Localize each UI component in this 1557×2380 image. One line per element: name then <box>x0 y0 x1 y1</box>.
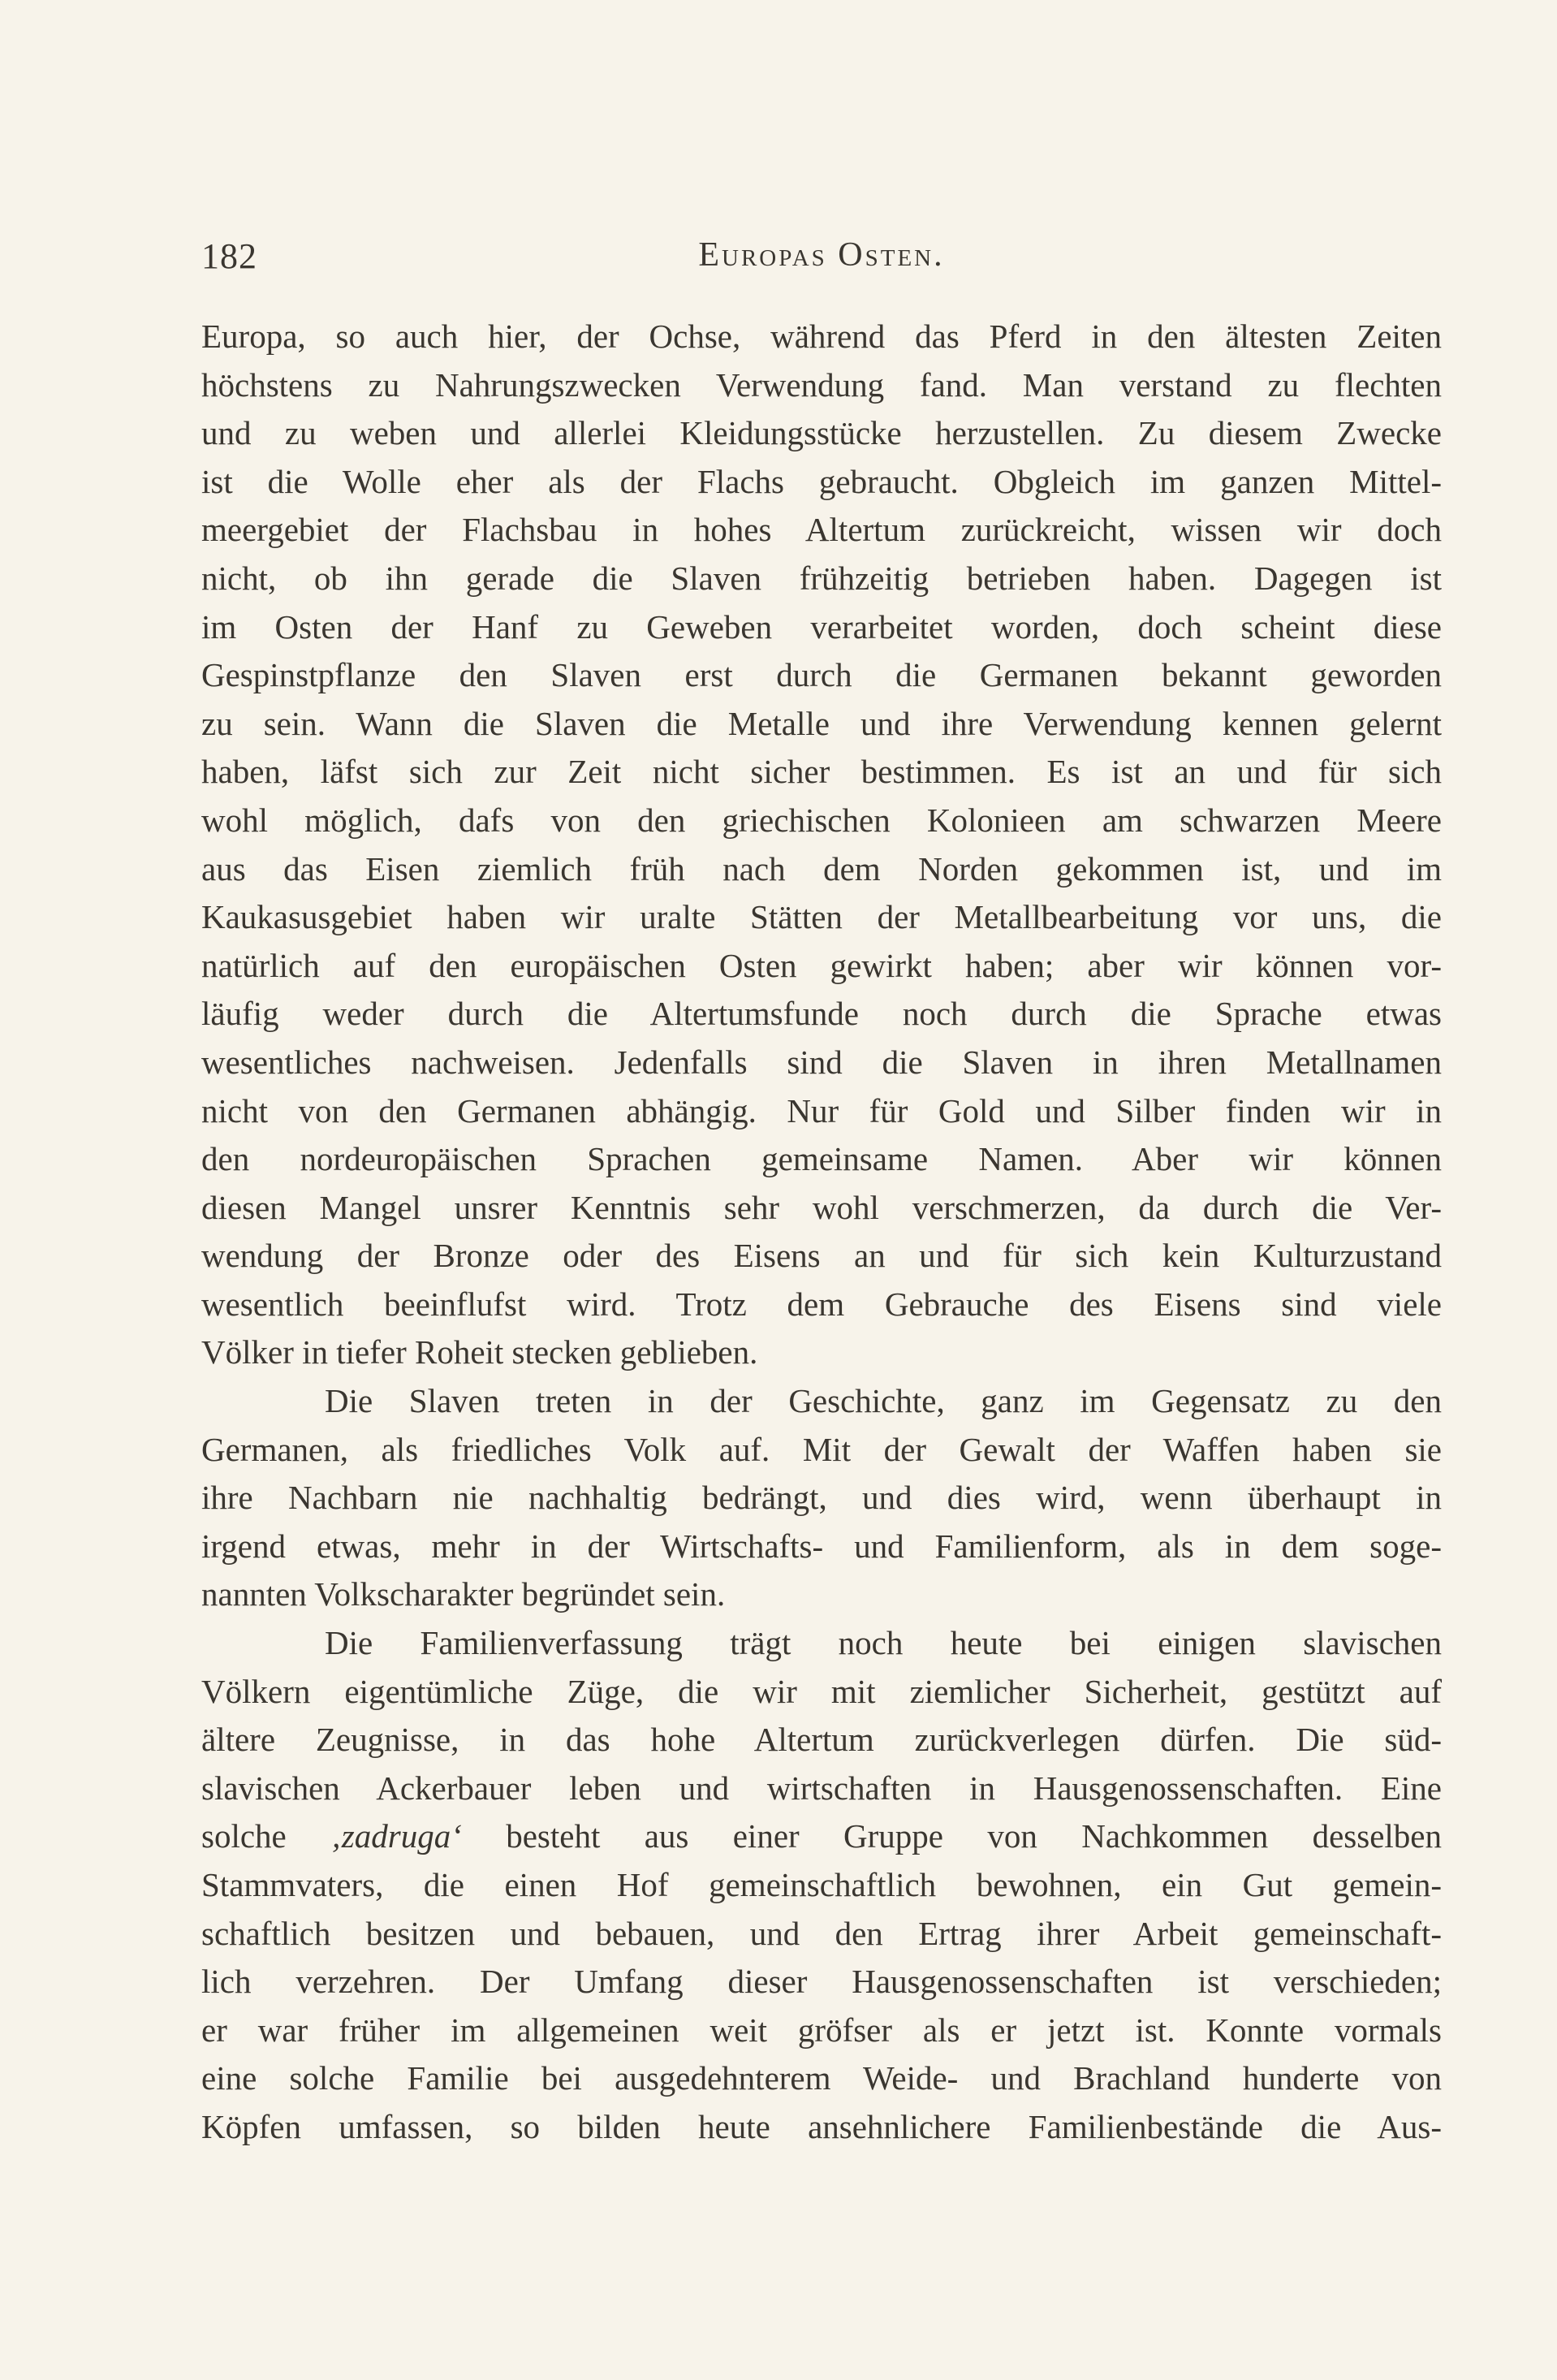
text-line: schaftlich besitzen und bebauen, und den Ertrag ihrer Arbeit gemeinschaft- <box>201 1914 1442 1952</box>
text-line: Die Familienverfassung trägt noch heute bei einigen slavischen <box>325 1624 1442 1662</box>
text-line: eine solche Familie bei ausgedehnterem Weide- und Brachland hunderte von <box>201 2059 1442 2097</box>
text-line: zu sein. Wann die Slaven die Metalle und ihre Verwendung kennen gelernt <box>201 704 1442 742</box>
text-line: Völker in tiefer Roheit stecken geblieben. <box>201 1333 758 1371</box>
text-line: läufig weder durch die Altertumsfunde noch durch die Sprache etwas <box>201 995 1442 1033</box>
text-line: und zu weben und allerlei Kleidungsstücke herzustellen. Zu diesem Zwecke <box>201 414 1442 452</box>
text-line: Die Slaven treten in der Geschichte, ganz im Gegensatz zu den <box>325 1382 1442 1420</box>
paragraph-1 <box>201 313 1442 1377</box>
italic-term: ‚zadruga‘ <box>330 1817 462 1855</box>
text-line: wohl möglich, dafs von den griechischen Kolonieen am schwarzen Meere <box>201 801 1442 839</box>
text-line: Völkern eigentümliche Züge, die wir mit ziemlicher Sicherheit, gestützt auf <box>201 1672 1442 1710</box>
text-line: Germanen, als friedliches Volk auf. Mit der Gewalt der Waffen haben sie <box>201 1430 1442 1468</box>
text-line: Stammvaters, die einen Hof gemeinschaftlich bewohnen, ein Gut gemein- <box>201 1866 1442 1903</box>
text-line: Europa, so auch hier, der Ochse, während das Pferd in den ältesten Zeiten <box>201 317 1442 355</box>
body-text <box>201 313 1442 2152</box>
text-line: ihre Nachbarn nie nachhaltig bedrängt, und dies wird, wenn überhaupt in <box>201 1479 1442 1517</box>
text-line: wendung der Bronze oder des Eisens an und für sich kein Kulturzustand <box>201 1237 1442 1275</box>
text-line: den nordeuropäischen Sprachen gemeinsame Namen. Aber wir können <box>201 1140 1442 1178</box>
text-line: im Osten der Hanf zu Geweben verarbeitet worden, doch scheint diese <box>201 607 1442 646</box>
text-fragment: besteht aus einer Gruppe von Nachkommen desselben <box>461 1817 1442 1855</box>
text-line: Köpfen umfassen, so bilden heute ansehnlichere Familienbestände die Aus- <box>201 2107 1442 2145</box>
text-line: nannten Volkscharakter begründet sein. <box>201 1575 726 1613</box>
text-line: Gespinstpflanze den Slaven erst durch die Germanen bekannt geworden <box>201 656 1442 694</box>
text-line: nicht, ob ihn gerade die Slaven frühzeitig betrieben haben. Dagegen ist <box>201 559 1442 597</box>
text-line: natürlich auf den europäischen Osten gewirkt haben; aber wir können vor- <box>201 946 1442 984</box>
running-head: Europas Osten. <box>698 236 945 274</box>
page-header <box>201 235 1442 284</box>
text-line: slavischen Ackerbauer leben und wirtschaften in Hausgenossenschaften. Eine <box>201 1769 1442 1807</box>
text-line: irgend etwas, mehr in der Wirtschafts- und Familienform, als in dem soge- <box>201 1527 1442 1565</box>
text-line: ist die Wolle eher als der Flachs gebraucht. Obgleich im ganzen Mittel- <box>201 462 1442 500</box>
text-line: Kaukasusgebiet haben wir uralte Stätten der Metallbearbeitung vor uns, die <box>201 898 1442 936</box>
paragraph-3 <box>201 1619 1442 2152</box>
text-line-zadruga <box>201 1812 1442 1861</box>
text-line: haben, läfst sich zur Zeit nicht sicher bestimmen. Es ist an und für sich <box>201 753 1442 791</box>
text-line: diesen Mangel unsrer Kenntnis sehr wohl verschmerzen, da durch die Ver- <box>201 1188 1442 1226</box>
text-line: er war früher im allgemeinen weit gröfser als er jetzt ist. Konnte vormals <box>201 2011 1442 2049</box>
page-number: 182 <box>201 236 257 276</box>
text-line: meergebiet der Flachsbau in hohes Altertum zurückreicht, wissen wir doch <box>201 511 1442 549</box>
text-line: lich verzehren. Der Umfang dieser Hausgenossenschaften ist verschieden; <box>201 1963 1442 2001</box>
text-fragment: solche <box>201 1817 331 1855</box>
text-line: aus das Eisen ziemlich früh nach dem Norden gekommen ist, und im <box>201 849 1442 888</box>
text-line: wesentlich beeinflufst wird. Trotz dem Gebrauche des Eisens sind viele <box>201 1285 1442 1323</box>
text-line: ältere Zeugnisse, in das hohe Altertum zurückverlegen dürfen. Die süd- <box>201 1721 1442 1759</box>
text-line: nicht von den Germanen abhängig. Nur für Gold und Silber finden wir in <box>201 1091 1442 1130</box>
text-line: höchstens zu Nahrungszwecken Verwendung fand. Man verstand zu flechten <box>201 365 1442 404</box>
text-line: wesentliches nachweisen. Jedenfalls sind die Slaven in ihren Metallnamen <box>201 1043 1442 1081</box>
paragraph-2 <box>201 1377 1442 1619</box>
